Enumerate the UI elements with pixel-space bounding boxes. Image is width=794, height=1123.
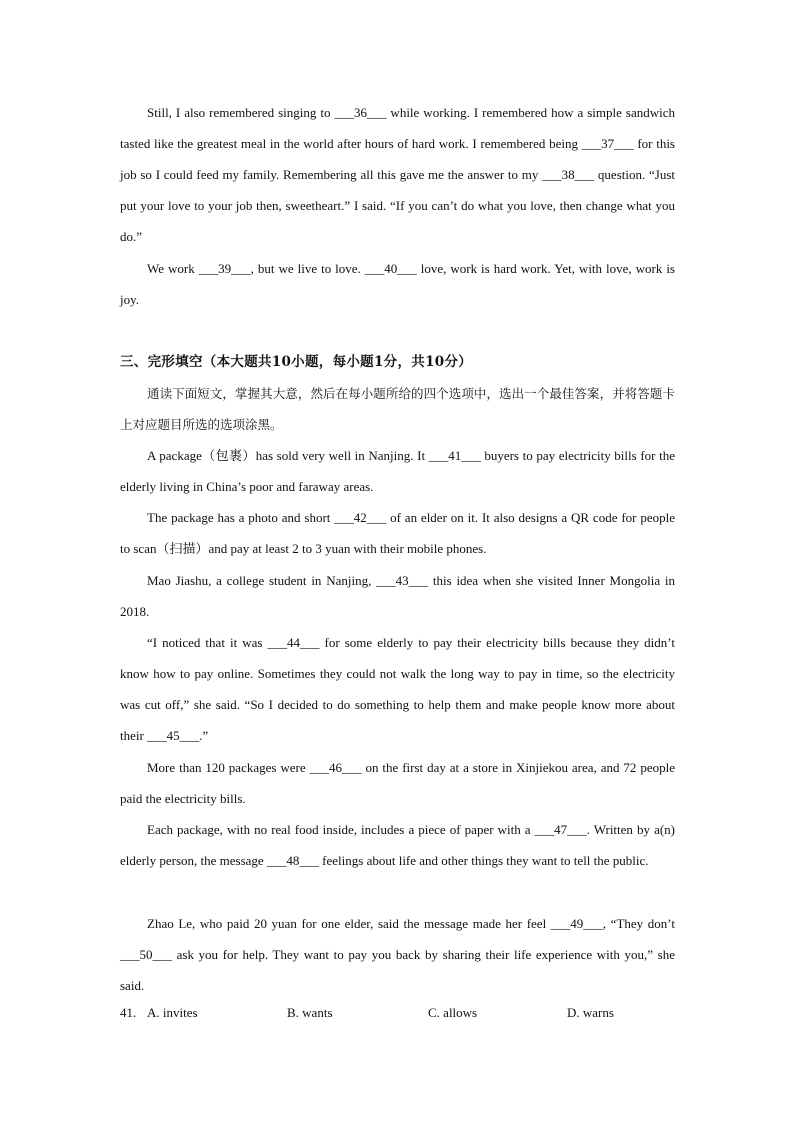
passage-paragraph-5: More than 120 packages were ___46___ on the first day at a store in Xinjiekou area, and 72 people paid the electricity bills. xyxy=(120,760,675,806)
question-41-options xyxy=(120,1005,675,1029)
passage-paragraph-7: Zhao Le, who paid 20 yuan for one elder, said the message made her feel ___49___, “They don’t ___50___ ask you for help. They want to pay you back by sharing their life experience with you,” she said. xyxy=(120,916,675,993)
paragraph-story-ending-1: Still, I also remembered singing to ___36___ while working. I remembered how a simple sandwich tasted like the greatest meal in the world after hours of hard work. I remembered being ___37___ for this job so I could feed my family. Remembering all this gave me the answer to my ___38___ question. “Just put your love to your job then, sweetheart.” I said. “If you can’t do what you love, then change what you do.” xyxy=(120,105,675,244)
paragraph-story-ending-2: We work ___39___, but we live to love. ___40___ love, work is hard work. Yet, with love, work is joy. xyxy=(120,261,675,307)
passage-paragraph-1: A package（包裹）has sold very well in Nanjing. It ___41___ buyers to pay electricity bills for the elderly living in China’s poor and faraway areas. xyxy=(120,448,675,494)
passage-paragraph-6: Each package, with no real food inside, includes a piece of paper with a ___47___. Written by a(n) elderly person, the message ___48___ feelings about life and other things they want to tell the public. xyxy=(120,822,675,868)
passage-paragraph-3: Mao Jiashu, a college student in Nanjing, ___43___ this idea when she visited Inner Mongolia in 2018. xyxy=(120,573,675,619)
option-b[interactable]: B. wants xyxy=(287,1005,333,1020)
passage-paragraph-2: The package has a photo and short ___42___ of an elder on it. It also designs a QR code for people to scan（扫描）and pay at least 2 to 3 yuan with their mobile phones. xyxy=(120,510,675,556)
option-d[interactable]: D. warns xyxy=(567,1005,614,1020)
question-number: 41. xyxy=(120,1005,137,1020)
section-heading: 三、完形填空（本大题共10小题，每小题1分，共10分） xyxy=(120,354,473,370)
option-a[interactable]: A. invites xyxy=(147,1005,198,1020)
passage-paragraph-4: “I noticed that it was ___44___ for some elderly to pay their electricity bills because they didn’t know how to pay online. Sometimes they could not walk the long way to pay in time, so the electricity was cut off,” she said. “So I decided to do something to help them and make people know more about their ___45___.” xyxy=(120,635,675,743)
section-instruction: 通读下面短文，掌握其大意，然后在每小题所给的四个选项中，选出一个最佳答案，并将答题卡上对应题目所选的选项涂黑。 xyxy=(120,386,675,432)
option-c[interactable]: C. allows xyxy=(428,1005,478,1020)
